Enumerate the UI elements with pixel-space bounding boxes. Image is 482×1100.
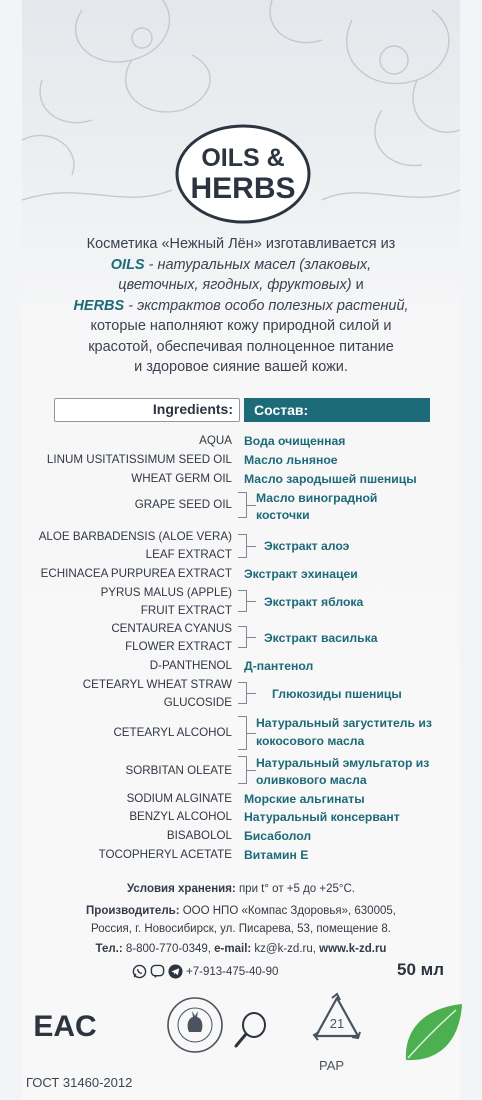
sostav-item: Экстракт яблока <box>264 595 364 609</box>
ingredient-item: ALOE BARBADENSIS (ALOE VERA) <box>38 530 232 543</box>
viber-icon <box>150 964 165 979</box>
ingredient-item: FLOWER EXTRACT <box>125 640 232 653</box>
sostav-item: Масло зародышей пшеницы <box>244 472 417 486</box>
messenger-contacts <box>132 964 278 979</box>
sostav-item: Экстракт василька <box>264 631 378 645</box>
ingredient-item: GRAPE SEED OIL <box>134 498 232 511</box>
ingredient-item: TOCOPHERYL ACETATE <box>98 848 232 861</box>
recycle-code: PAP <box>319 1058 345 1073</box>
maker-value: ООО НПО «Компас Здоровья», 630005, <box>179 905 396 917</box>
sostav-item: Экстракт алоэ <box>264 539 350 553</box>
ingredient-item: LEAF EXTRACT <box>145 548 232 561</box>
email-value[interactable]: kz@k-zd.ru, <box>251 943 320 955</box>
recycle-icon <box>304 990 370 1056</box>
sostav-item: Экстракт эхинацеи <box>244 567 358 581</box>
sostav-item: Глюкозиды пшеницы <box>272 687 402 701</box>
whatsapp-icon <box>132 964 147 979</box>
intro-line: красотой, обеспечивая полноценное питание <box>88 338 394 355</box>
group-bracket <box>238 534 247 558</box>
sostav-item: косточки <box>256 508 310 522</box>
sostav-item: Масло виноградной <box>256 491 378 505</box>
intro-text: цветочных, ягодных, фруктовых) <box>118 277 352 293</box>
ingredient-item: SODIUM ALGINATE <box>126 792 232 805</box>
messenger-phone: +7-913-475-40-90 <box>186 965 279 978</box>
recycle-number: 21 <box>329 1016 345 1031</box>
sostav-item: Натуральный загуститель из <box>256 716 432 730</box>
storage-value: при t° от +5 до +25°С. <box>235 883 355 895</box>
ingredient-item: AQUA <box>199 434 232 447</box>
ingredient-item: SORBITAN OLEATE <box>125 764 232 777</box>
maker-label: Производитель: <box>86 905 180 917</box>
intro-text: - экстрактов особо полезных растений, <box>124 297 409 314</box>
contacts-line <box>22 942 460 957</box>
ingredient-item: GLUCOSIDE <box>163 696 232 709</box>
sostav-item: Масло льняное <box>244 453 338 467</box>
ingredient-item: PYRUS MALUS (APPLE) <box>100 586 232 599</box>
intro-text: - натуральных масел (злаковых, <box>144 256 372 273</box>
ingredient-item: ECHINACEA PURPUREA EXTRACT <box>40 567 232 580</box>
tel-value: 8-800-770-0349, <box>122 943 215 955</box>
oils-keyword: OILS <box>110 256 145 273</box>
group-bracket <box>238 756 247 784</box>
eac-text: EAC <box>33 1010 97 1043</box>
ingredient-item: FRUIT EXTRACT <box>140 604 232 617</box>
sostav-item: Витамин Е <box>244 848 309 862</box>
oils-herbs-logo <box>173 122 313 226</box>
sostav-item: Вода очищенная <box>244 434 346 448</box>
logo-line1: OILS & <box>201 144 285 172</box>
storage-label: Условия хранения: <box>126 883 236 895</box>
ingredient-item: BISABOLOL <box>166 829 232 842</box>
intro-line <box>30 255 452 276</box>
intro-line: которые наполняют кожу природной силой и <box>90 318 392 334</box>
ingredient-item: LINUM USITATISSIMUM SEED OIL <box>46 453 232 466</box>
intro-line: Косметика «Нежный Лён» изготавливается из <box>86 236 396 252</box>
group-bracket <box>238 682 247 704</box>
sostav-item: оливкового масла <box>256 773 367 787</box>
leaf-icon <box>398 1000 464 1066</box>
ingredient-item: CETEARYL WHEAT STRAW <box>82 678 232 691</box>
eac-certification-icon <box>33 996 97 1050</box>
gost-standard: ГОСТ 31460-2012 <box>26 1075 133 1090</box>
ingredient-item: D-PANTHENOL <box>149 659 232 672</box>
product-label <box>22 0 460 1100</box>
manufacturer <box>22 904 460 919</box>
sostav-item: Бисаболол <box>244 829 312 843</box>
email-label: e-mail: <box>214 943 252 955</box>
intro-line: и здоровое сияние вашей кожи. <box>134 359 348 375</box>
sostav-item: Натуральный эмульгатор из <box>256 756 430 770</box>
website-link[interactable]: www.k-zd.ru <box>319 943 387 955</box>
intro-line <box>30 296 452 317</box>
herbs-keyword: HERBS <box>73 297 125 314</box>
sostav-header: Состав: <box>244 398 430 422</box>
ingredient-item: BENZYL ALCOHOL <box>129 810 232 823</box>
tel-label: Тел.: <box>95 943 123 955</box>
intro-paragraph <box>30 234 452 378</box>
ingredient-item: CETEARYL ALCOHOL <box>113 726 232 739</box>
ingredient-item: CENTAUREA CYANUS <box>111 622 232 635</box>
sostav-item: Д-пантенол <box>244 659 314 673</box>
address: Россия, г. Новосибирск, ул. Писарева, 53, помещение 8. <box>91 923 391 935</box>
telegram-icon <box>168 964 183 979</box>
storage-conditions <box>22 882 460 897</box>
cruelty-free-seal-icon <box>166 996 224 1054</box>
intro-line <box>30 275 452 296</box>
group-bracket <box>238 492 247 518</box>
sostav-item: Морские альгинаты <box>244 792 365 806</box>
intro-text: и <box>351 277 364 293</box>
group-bracket <box>238 590 247 612</box>
logo-line2: HERBS <box>190 172 296 205</box>
group-bracket <box>238 716 247 750</box>
sostav-item: кокосового масла <box>256 734 365 748</box>
sostav-item: Натуральный консервант <box>244 810 400 824</box>
mirror-icon <box>230 1010 270 1050</box>
ingredients-header: Ingredients: <box>54 398 240 422</box>
volume-label: 50 мл <box>396 960 444 979</box>
group-bracket <box>238 626 247 648</box>
ingredient-item: WHEAT GERM OIL <box>131 472 232 485</box>
